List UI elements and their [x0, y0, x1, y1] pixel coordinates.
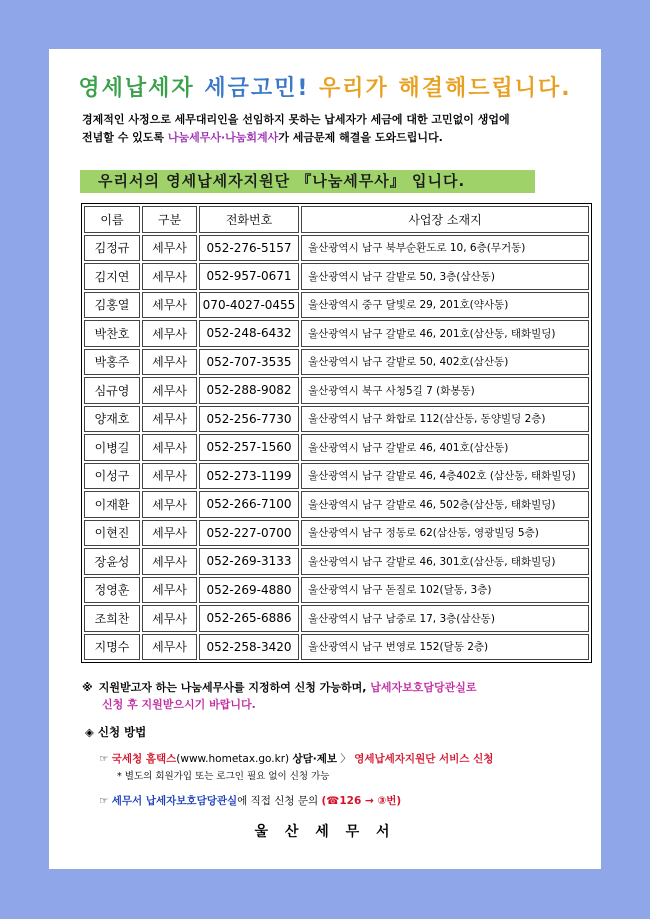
cell-phone: 052-265-6886 — [199, 605, 299, 632]
table-row — [84, 634, 589, 661]
notice-line1 — [82, 679, 602, 696]
headline — [49, 71, 601, 102]
pointing-hand-icon: ☞ — [99, 795, 109, 807]
table-row — [84, 491, 589, 518]
cell-address: 울산광역시 남구 갈밭로 46, 401호(삼산동) — [301, 434, 589, 461]
notice-text: 지원받고자 하는 나눔세무사를 지정하여 신청 가능하며, — [98, 681, 371, 694]
cell-category: 세무사 — [142, 605, 197, 632]
cell-name: 정영훈 — [84, 577, 140, 604]
cell-phone: 052-269-3133 — [199, 548, 299, 575]
table-row — [84, 434, 589, 461]
table-row — [84, 577, 589, 604]
office-label: 세무서 납세자보호담당관실 — [111, 795, 238, 807]
poster-page — [49, 49, 601, 869]
cell-name: 장윤성 — [84, 548, 140, 575]
cell-name: 박홍주 — [84, 349, 140, 376]
table-row — [84, 235, 589, 262]
office-name: 울 산 세 무 서 — [254, 824, 396, 840]
cell-name: 김홍열 — [84, 292, 140, 319]
table-row — [84, 263, 589, 290]
table-row — [84, 605, 589, 632]
cell-name: 김정규 — [84, 235, 140, 262]
cell-category: 세무사 — [142, 235, 197, 262]
notice-highlight1: 납세자보호담당관실로 — [370, 681, 477, 694]
intro-line2 — [82, 129, 582, 147]
section-banner: 우리서의 영세납세자지원단 『나눔세무사』 입니다. — [80, 170, 535, 193]
cell-category: 세무사 — [142, 577, 197, 604]
cell-name: 양재호 — [84, 406, 140, 433]
intro-line2-pre: 전념할 수 있도록 — [82, 131, 168, 144]
notice — [82, 679, 602, 713]
cell-category: 세무사 — [142, 377, 197, 404]
cell-address: 울산광역시 남구 번영로 152(달동 2층) — [301, 634, 589, 661]
cell-category: 세무사 — [142, 434, 197, 461]
cell-category: 세무사 — [142, 463, 197, 490]
table-row — [84, 520, 589, 547]
headline-part3: 우리가 해결해드립니다. — [319, 76, 572, 101]
application-method — [99, 751, 589, 810]
method-office — [99, 793, 589, 810]
cell-name: 심규영 — [84, 377, 140, 404]
intro-highlight: 나눔세무사·나눔회계사 — [167, 131, 279, 144]
cell-address: 울산광역시 남구 갈밭로 50, 402호(삼산동) — [301, 349, 589, 376]
cell-phone: 052-257-1560 — [199, 434, 299, 461]
hometax-url[interactable]: (www.hometax.go.kr) — [176, 753, 290, 765]
cell-category: 세무사 — [142, 634, 197, 661]
cell-name: 조희찬 — [84, 605, 140, 632]
office-text: 에 직접 신청 문의 — [237, 795, 322, 807]
cell-address: 울산광역시 남구 북부순환도로 10, 6층(무거동) — [301, 235, 589, 262]
cell-name: 박찬호 — [84, 320, 140, 347]
table-row — [84, 292, 589, 319]
pointing-hand-icon: ☞ — [99, 753, 109, 765]
cell-category: 세무사 — [142, 349, 197, 376]
cell-name: 김지연 — [84, 263, 140, 290]
cell-category: 세무사 — [142, 491, 197, 518]
tax-accountant-table — [81, 203, 592, 663]
cell-phone: 052-258-3420 — [199, 634, 299, 661]
notice-highlight2: 신청 후 지원받으시기 바랍니다. — [102, 698, 256, 711]
column-header-address: 사업장 소재지 — [301, 206, 589, 233]
cell-phone: 052-256-7730 — [199, 406, 299, 433]
notice-mark: ※ — [82, 681, 93, 694]
cell-address: 울산광역시 남구 갈밭로 50, 3층(삼산동) — [301, 263, 589, 290]
cell-category: 세무사 — [142, 292, 197, 319]
cell-address: 울산광역시 남구 갈밭로 46, 201호(삼산동, 태화빌딩) — [301, 320, 589, 347]
cell-category: 세무사 — [142, 320, 197, 347]
cell-phone: 052-276-5157 — [199, 235, 299, 262]
cell-phone: 052-288-9082 — [199, 377, 299, 404]
table-header-row — [84, 206, 589, 233]
hometax-path: 상담·제보 — [292, 753, 338, 765]
cell-address: 울산광역시 남구 갈밭로 46, 502층(삼산동, 태화빌딩) — [301, 491, 589, 518]
cell-phone: 052-227-0700 — [199, 520, 299, 547]
cell-category: 세무사 — [142, 548, 197, 575]
hometax-service: 영세납세자지원단 서비스 신청 — [354, 753, 494, 765]
hometax-label: 국세청 홈택스 — [111, 753, 177, 765]
cell-address: 울산광역시 중구 달빛로 29, 201호(약사동) — [301, 292, 589, 319]
cell-phone: 052-266-7100 — [199, 491, 299, 518]
cell-category: 세무사 — [142, 406, 197, 433]
cell-phone: 052-273-1199 — [199, 463, 299, 490]
method-hometax — [99, 751, 589, 768]
cell-phone: 070-4027-0455 — [199, 292, 299, 319]
cell-phone: 052-957-0671 — [199, 263, 299, 290]
section-title-method: ◈ 신청 방법 — [85, 725, 147, 739]
office-phone: (☎126 → ③번) — [321, 795, 402, 807]
hometax-note: * 별도의 회원가입 또는 로그인 필요 없이 신청 가능 — [117, 771, 330, 782]
arrow-icon: 〉 — [340, 753, 351, 765]
cell-category: 세무사 — [142, 520, 197, 547]
column-header-name: 이름 — [84, 206, 140, 233]
table-row — [84, 548, 589, 575]
cell-name: 이성구 — [84, 463, 140, 490]
table-row — [84, 463, 589, 490]
cell-name: 이재환 — [84, 491, 140, 518]
headline-part2: 세금고민! — [204, 76, 310, 101]
cell-address: 울산광역시 남구 갈밭로 46, 4층402호 (삼산동, 태화빌딩) — [301, 463, 589, 490]
cell-address: 울산광역시 북구 사청5길 7 (화봉동) — [301, 377, 589, 404]
intro-line1: 경제적인 사정으로 세무대리인을 선임하지 못하는 납세자가 세금에 대한 고민없이 생업에 — [82, 113, 510, 126]
cell-phone: 052-248-6432 — [199, 320, 299, 347]
cell-phone: 052-269-4880 — [199, 577, 299, 604]
cell-address: 울산광역시 남구 갈밭로 46, 301호(삼산동, 태화빌딩) — [301, 548, 589, 575]
cell-name: 지명수 — [84, 634, 140, 661]
cell-phone: 052-707-3535 — [199, 349, 299, 376]
cell-category: 세무사 — [142, 263, 197, 290]
cell-name: 이병길 — [84, 434, 140, 461]
table-row — [84, 349, 589, 376]
column-header-category: 구분 — [142, 206, 197, 233]
intro-line2-post: 가 세금문제 해결을 도와드립니다. — [278, 131, 443, 144]
table-row — [84, 406, 589, 433]
table-row — [84, 377, 589, 404]
cell-name: 이현진 — [84, 520, 140, 547]
cell-address: 울산광역시 남구 남중로 17, 3층(삼산동) — [301, 605, 589, 632]
cell-address: 울산광역시 남구 돋질로 102(달동, 3층) — [301, 577, 589, 604]
cell-address: 울산광역시 남구 정동로 62(삼산동, 영광빌딩 5층) — [301, 520, 589, 547]
headline-part1: 영세납세자 — [78, 76, 195, 101]
column-header-phone: 전화번호 — [199, 206, 299, 233]
cell-address: 울산광역시 남구 화합로 112(삼산동, 동양빌딩 2층) — [301, 406, 589, 433]
intro-text — [82, 111, 582, 147]
table-row — [84, 320, 589, 347]
